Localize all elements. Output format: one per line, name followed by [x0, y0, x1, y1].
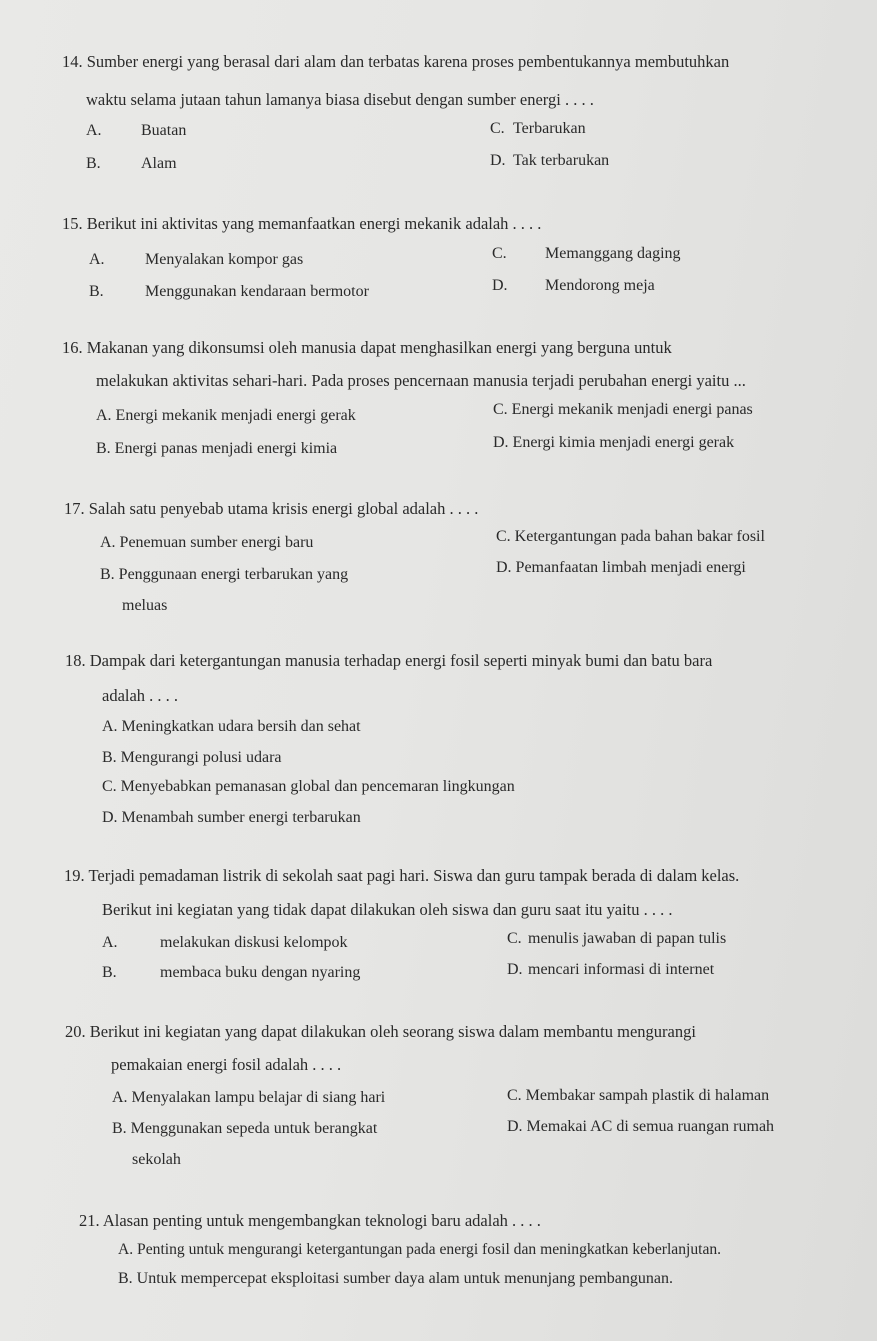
- q17-option-c: C. Ketergantungan pada bahan bakar fosil: [496, 528, 765, 545]
- q14-option-d-letter: D.: [490, 152, 506, 169]
- q19-option-a: melakukan diskusi kelompok: [160, 934, 348, 951]
- q19-option-d: mencari informasi di internet: [528, 961, 715, 978]
- q14-stem-line2: waktu selama jutaan tahun lamanya biasa disebut dengan sumber energi . . . .: [86, 90, 594, 109]
- q15-option-b-letter: B.: [89, 283, 104, 300]
- q15-option-d-letter: D.: [492, 277, 508, 294]
- q18-stem-line2: adalah . . . .: [102, 686, 179, 705]
- q20-option-b: B. Menggunakan sepeda untuk berangkat: [112, 1120, 378, 1137]
- q16-option-a: A. Energi mekanik menjadi energi gerak: [96, 407, 356, 424]
- q18-option-a: A. Meningkatkan udara bersih dan sehat: [102, 718, 361, 735]
- q20-option-b-cont: sekolah: [132, 1151, 181, 1168]
- q15-option-a: Menyalakan kompor gas: [145, 251, 304, 268]
- q21-stem: 21. Alasan penting untuk mengembangkan teknologi baru adalah . . . .: [79, 1211, 541, 1230]
- q20-stem-line2: pemakaian energi fosil adalah . . . .: [111, 1055, 342, 1074]
- q19-option-a-letter: A.: [102, 934, 118, 951]
- q19-stem-line2: Berikut ini kegiatan yang tidak dapat dilakukan oleh siswa dan guru saat itu yaitu . . . .: [102, 900, 673, 919]
- q19-stem-line1: 19. Terjadi pemadaman listrik di sekolah saat pagi hari. Siswa dan guru tampak berada di dalam kelas.: [64, 866, 740, 885]
- q14-option-b: Alam: [141, 155, 177, 172]
- q15-option-c: Memanggang daging: [545, 245, 681, 262]
- q14-option-b-letter: B.: [86, 155, 101, 172]
- q18-option-c: C. Menyebabkan pemanasan global dan pencemaran lingkungan: [102, 778, 515, 795]
- q14-option-d: Tak terbarukan: [513, 152, 610, 169]
- q16-option-c: C. Energi mekanik menjadi energi panas: [493, 401, 753, 418]
- q20-option-c: C. Membakar sampah plastik di halaman: [507, 1087, 770, 1104]
- q21-option-b: B. Untuk mempercepat eksploitasi sumber daya alam untuk menunjang pembangunan.: [118, 1270, 673, 1287]
- q15-option-a-letter: A.: [89, 251, 105, 268]
- q19-option-d-letter: D.: [507, 961, 523, 978]
- q14-option-c: Terbarukan: [513, 120, 586, 137]
- q17-option-b-cont: meluas: [122, 597, 168, 614]
- q19-option-b-letter: B.: [102, 964, 117, 981]
- q14-stem-line1: 14. Sumber energi yang berasal dari alam dan terbatas karena proses pembentukannya membutuhkan: [62, 52, 730, 71]
- q17-stem: 17. Salah satu penyebab utama krisis energi global adalah . . . .: [64, 499, 479, 518]
- q19-option-c-letter: C.: [507, 930, 522, 947]
- q18-option-d: D. Menambah sumber energi terbarukan: [102, 809, 361, 826]
- q15-option-c-letter: C.: [492, 245, 507, 262]
- q14-option-c-letter: C.: [490, 120, 505, 137]
- q15-option-b: Menggunakan kendaraan bermotor: [145, 283, 369, 300]
- q14-option-a: Buatan: [141, 122, 187, 139]
- q18-option-b: B. Mengurangi polusi udara: [102, 749, 282, 766]
- q19-option-b: membaca buku dengan nyaring: [160, 964, 361, 981]
- q20-option-a: A. Menyalakan lampu belajar di siang hari: [112, 1089, 386, 1106]
- q20-stem-line1: 20. Berikut ini kegiatan yang dapat dilakukan oleh seorang siswa dalam membantu mengurangi: [65, 1022, 696, 1041]
- q20-option-d: D. Memakai AC di semua ruangan rumah: [507, 1118, 775, 1135]
- q17-option-a: A. Penemuan sumber energi baru: [100, 534, 314, 551]
- q21-option-a: A. Penting untuk mengurangi ketergantungan pada energi fosil dan meningkatkan keberlanjutan.: [118, 1241, 722, 1258]
- q17-option-b: B. Penggunaan energi terbarukan yang: [100, 566, 349, 583]
- q19-option-c: menulis jawaban di papan tulis: [528, 930, 727, 947]
- q18-stem-line1: 18. Dampak dari ketergantungan manusia terhadap energi fosil seperti minyak bumi dan batu bara: [65, 651, 713, 670]
- q16-stem-line2: melakukan aktivitas sehari-hari. Pada proses pencernaan manusia terjadi perubahan energi yaitu ...: [96, 371, 746, 390]
- q15-stem: 15. Berikut ini aktivitas yang memanfaatkan energi mekanik adalah . . . .: [62, 214, 542, 233]
- q16-stem-line1: 16. Makanan yang dikonsumsi oleh manusia dapat menghasilkan energi yang berguna untuk: [62, 338, 672, 357]
- q15-option-d: Mendorong meja: [545, 277, 655, 294]
- q16-option-d: D. Energi kimia menjadi energi gerak: [493, 434, 735, 451]
- q17-option-d: D. Pemanfaatan limbah menjadi energi: [496, 559, 746, 576]
- q16-option-b: B. Energi panas menjadi energi kimia: [96, 440, 338, 457]
- q14-option-a-letter: A.: [86, 122, 102, 139]
